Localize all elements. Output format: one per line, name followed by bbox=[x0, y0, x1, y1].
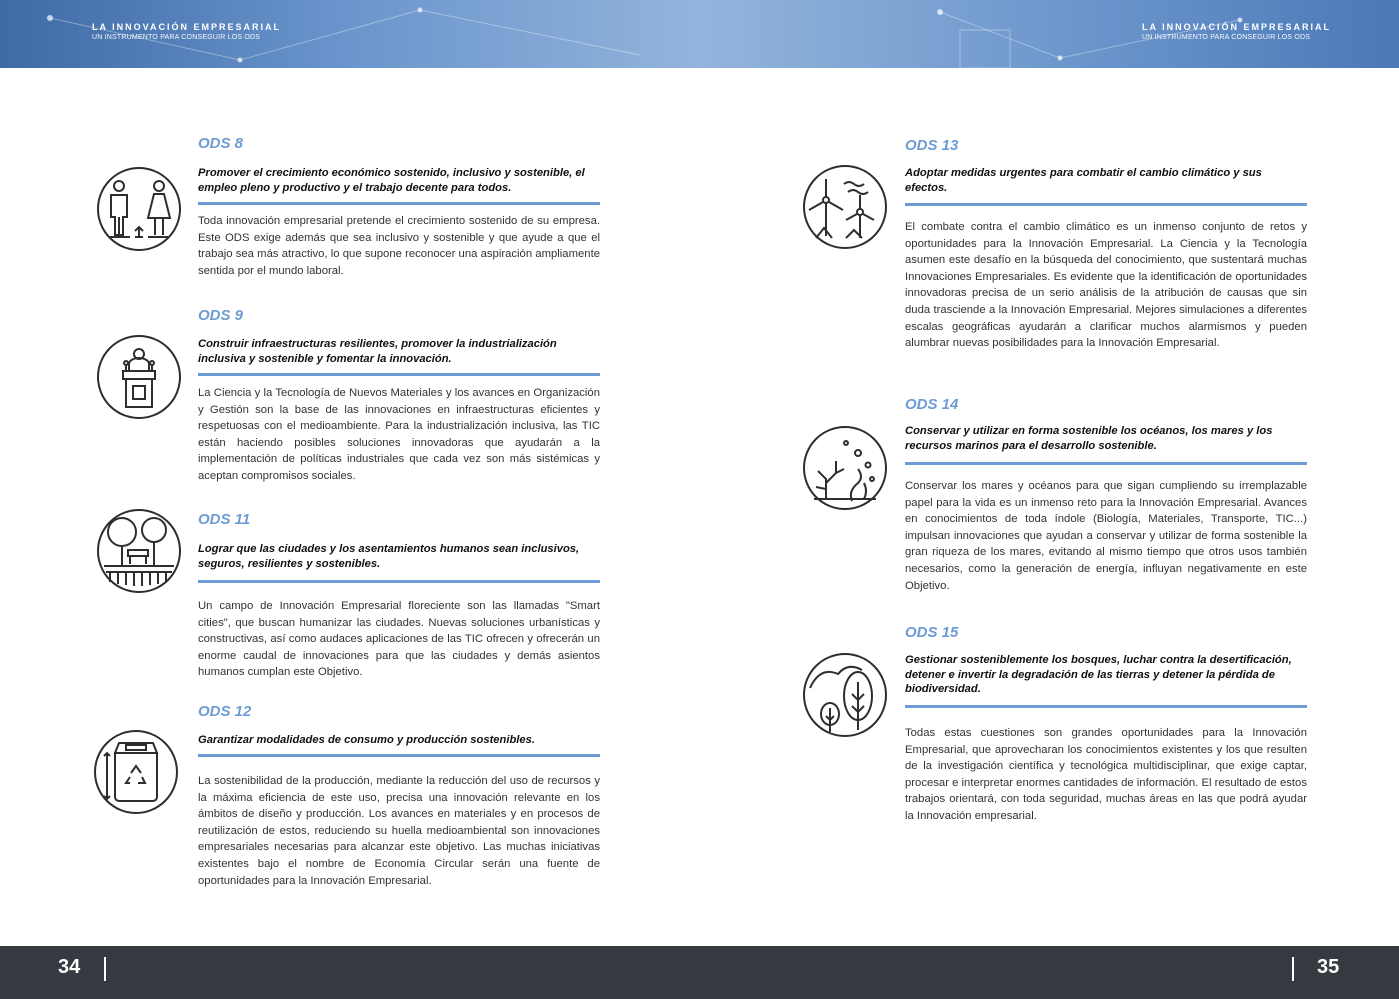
city-park-icon bbox=[96, 508, 182, 594]
people-equality-icon bbox=[96, 166, 182, 252]
section-body: Conservar los mares y océanos para que sigan cumpliendo su irremplazable papel para la vida es un inmenso reto para la Innovación Empresarial. Avances en conocimientos de toda índole (Biología, Materiales, Transporte, TIC...) impulsan innovaciones que ayudan a conservar y utilizar de forma sostenible la gran riqueza de los mares, evitando al mismo tiempo que otros usos también necesarios, como la generación de energía, influyan negativamente en este Objetivo. bbox=[905, 480, 1307, 592]
section-divider bbox=[198, 580, 600, 583]
section-goal: Adoptar medidas urgentes para combatir el cambio climático y sus efectos. bbox=[905, 167, 1262, 194]
section-title: ODS 15 bbox=[905, 624, 959, 641]
speaker-podium-icon bbox=[96, 334, 182, 420]
section-body: La sostenibilidad de la producción, mediante la reducción del uso de recursos y la máxima eficiencia de este uso, precisa una innovación relevante en los ámbitos de diseño y producción. Los avances en materiales y en procesos de reutilización de estos, reduciendo su huella medioambiental son innovaciones empresariales necesarias para alcanzar este objetivo. Las muchas iniciativas existentes bajo el nombre de Economía Circular serán una fuente de oportunidades para la Innovación Empresarial. bbox=[198, 775, 600, 887]
header-subtitle: UN INSTRUMENTO PARA CONSEGUIR LOS ODS bbox=[92, 34, 261, 41]
header-right bbox=[1142, 22, 1331, 43]
page-number-right: 35 bbox=[1317, 956, 1340, 978]
section-body: Todas estas cuestiones son grandes oportunidades para la Innovación Empresarial, que aprovecharan los conocimientos existentes y los que resulten de la investigación científica y tecnológica multidisciplinar, que exige captar, procesar e interpretar enormes cantidades de información. El resultado de estos trabajos orientará, con toda seguridad, muchas áreas en las que podrá ayudar la Innovación empresarial. bbox=[905, 727, 1307, 822]
section-divider bbox=[905, 203, 1307, 206]
section-body: El combate contra el cambio climático es un inmenso conjunto de retos y oportunidades para la Innovación Empresarial. La Ciencia y la Tecnología asumen este desafío en la búsqueda del conocimiento, que sustentará muchas Innovaciones Empresariales. Es evidente que la identificación de oportunidades innovadoras precisa de un serio análisis de la atribución de causas que sin duda trasciende a la Innovación Empresarial. Mejores simulaciones a diferentes escalas geográficas ayudarán a clarificar muchos alarmismos y pueden alumbrar nuevas posibilidades para la Innovación Empresarial. bbox=[905, 221, 1307, 350]
header-subtitle: UN INSTRUMENTO PARA CONSEGUIR LOS ODS bbox=[1142, 34, 1311, 41]
section-goal: Garantizar modalidades de consumo y producción sostenibles. bbox=[198, 734, 535, 746]
header-title: LA INNOVACIÓN EMPRESARIAL bbox=[92, 22, 282, 32]
forest-trees-icon bbox=[802, 652, 888, 738]
page-number-divider bbox=[104, 957, 106, 981]
section-goal: Gestionar sosteniblemente los bosques, luchar contra la desertificación, detener e invertir la degradación de las tierras y detener la pérdida de biodiversidad. bbox=[905, 654, 1292, 695]
wind-turbines-icon bbox=[802, 164, 888, 250]
section-body: La Ciencia y la Tecnología de Nuevos Materiales y los avances en Organización y Gestión son la base de las innovaciones en infraestructuras eficientes y respetuosas con el medioambiente. Para la industrialización inclusiva, las TIC están haciendo posibles soluciones innovadoras que ayudarán a la implementación de políticas industriales que cada vez son más sistémicas y aceptan compromisos sociales. bbox=[198, 387, 600, 482]
section-title: ODS 9 bbox=[198, 307, 244, 324]
section-title: ODS 14 bbox=[905, 396, 959, 413]
section-title: ODS 13 bbox=[905, 137, 959, 154]
section-body: Un campo de Innovación Empresarial floreciente son las llamadas "Smart cities", que buscan humanizar las ciudades. Nuevas soluciones urbanísticas y constructivas, así como audaces aplicaciones de las TIC ofrecen y ofrecerán un enorme caudal de innovaciones para que las ciudades y demás asientos humanos cumplan este Objetivo. bbox=[198, 600, 600, 679]
header-title: LA INNOVACIÓN EMPRESARIAL bbox=[1142, 22, 1332, 32]
page-header bbox=[0, 0, 1399, 68]
section-divider bbox=[198, 202, 600, 205]
section-title: ODS 11 bbox=[198, 511, 251, 528]
header-left bbox=[92, 22, 281, 43]
page-number-divider bbox=[1292, 957, 1294, 981]
page-footer bbox=[0, 946, 1399, 999]
section-goal: Promover el crecimiento económico sostenido, inclusivo y sostenible, el empleo pleno y productivo y el trabajo decente para todos. bbox=[198, 167, 585, 194]
section-divider bbox=[905, 462, 1307, 465]
section-divider bbox=[198, 754, 600, 757]
recycling-bin-icon bbox=[93, 729, 179, 815]
section-goal: Construir infraestructuras resilientes, promover la industrialización inclusiva y sostenible y fomentar la innovación. bbox=[198, 338, 557, 365]
section-body: Toda innovación empresarial pretende el crecimiento sostenido de su empresa. Este ODS exige además que sea inclusivo y sostenible y que ayude a que el trabajo sea más atractivo, lo que supone reconocer una aspiración ampliamente sentida por el mundo laboral. bbox=[198, 215, 600, 277]
section-title: ODS 8 bbox=[198, 135, 244, 152]
section-divider bbox=[905, 705, 1307, 708]
coral-reef-icon bbox=[802, 425, 888, 511]
section-goal: Lograr que las ciudades y los asentamientos humanos sean inclusivos, seguros, resilientes y sostenibles. bbox=[198, 543, 580, 570]
section-divider bbox=[198, 373, 600, 376]
section-goal: Conservar y utilizar en forma sostenible los océanos, los mares y los recursos marinos para el desarrollo sostenible. bbox=[905, 425, 1273, 452]
page-number-left: 34 bbox=[58, 956, 81, 978]
section-title: ODS 12 bbox=[198, 703, 252, 720]
